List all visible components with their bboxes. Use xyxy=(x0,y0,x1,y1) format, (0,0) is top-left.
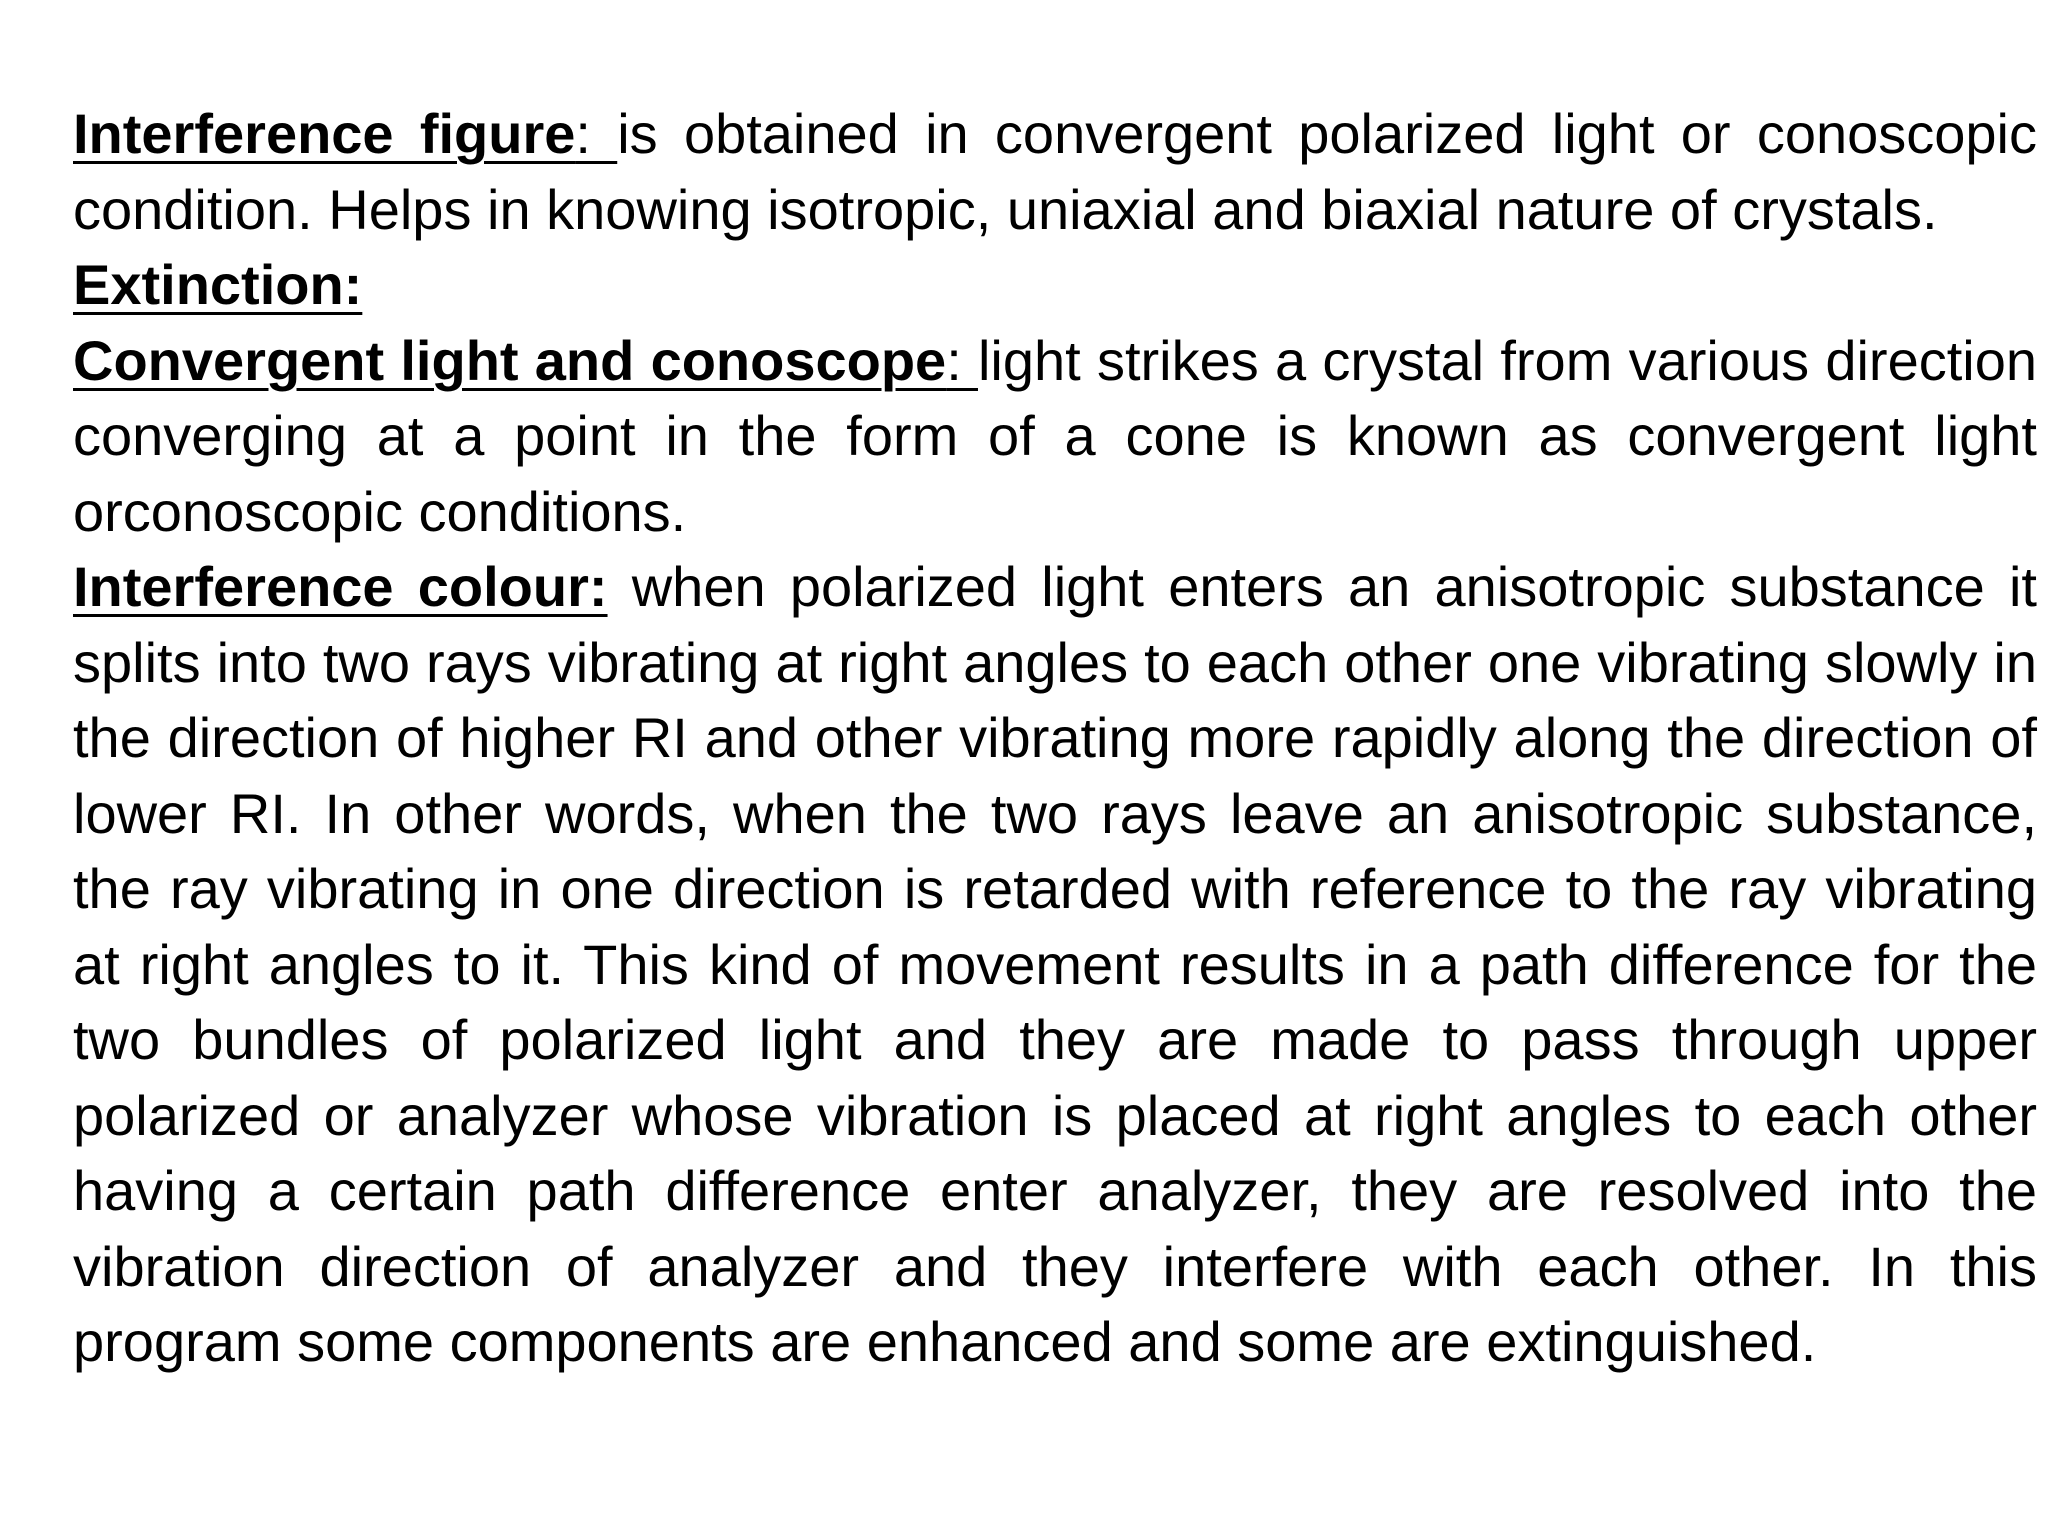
term-convergent-light: Convergent light and conoscope xyxy=(73,328,947,392)
paragraph-convergent-light xyxy=(73,323,2037,550)
paragraph-extinction xyxy=(73,247,2037,323)
definition-convergent-light: light strikes a crystal from various direction converging at a point in the form of a cone is known as convergent light orconoscopic conditions. xyxy=(73,328,2038,543)
term-interference-colour: Interference colour: xyxy=(73,555,608,618)
paragraph-interference-figure xyxy=(73,96,2037,247)
definition-interference-colour: when polarized light enters an anisotropic substance it splits into two rays vibrating at right angles to each other one vibrating slowly in the direction of higher RI and other vibrating more rapidly along the direction of lower RI. In other words, when the two rays leave an anisotropic substance, the ray vibrating in one direction is retarded with reference to the ray vibrating at right angles to it. This kind of movement results in a path difference for the two bundles of polarized light and they are made to pass through upper polarized or analyzer whose vibration is placed at right angles to each other having a certain path difference enter analyzer, they are resolved into the vibration direction of analyzer and they interfere with each other. In this program some components are enhanced and some are extinguished. xyxy=(73,555,2037,1373)
term-separator: : xyxy=(575,102,618,165)
term-separator: : xyxy=(946,328,978,392)
definition-interference-figure: is obtained in convergent polarized light or conoscopic condition. Helps in knowing isotropic, uniaxial and biaxial nature of crystals. xyxy=(73,102,2037,241)
paragraph-interference-colour xyxy=(73,549,2037,1380)
term-interference-figure: Interference figure xyxy=(73,102,576,165)
definitions-text-block xyxy=(73,96,2037,1380)
term-extinction: Extinction: xyxy=(73,253,363,316)
